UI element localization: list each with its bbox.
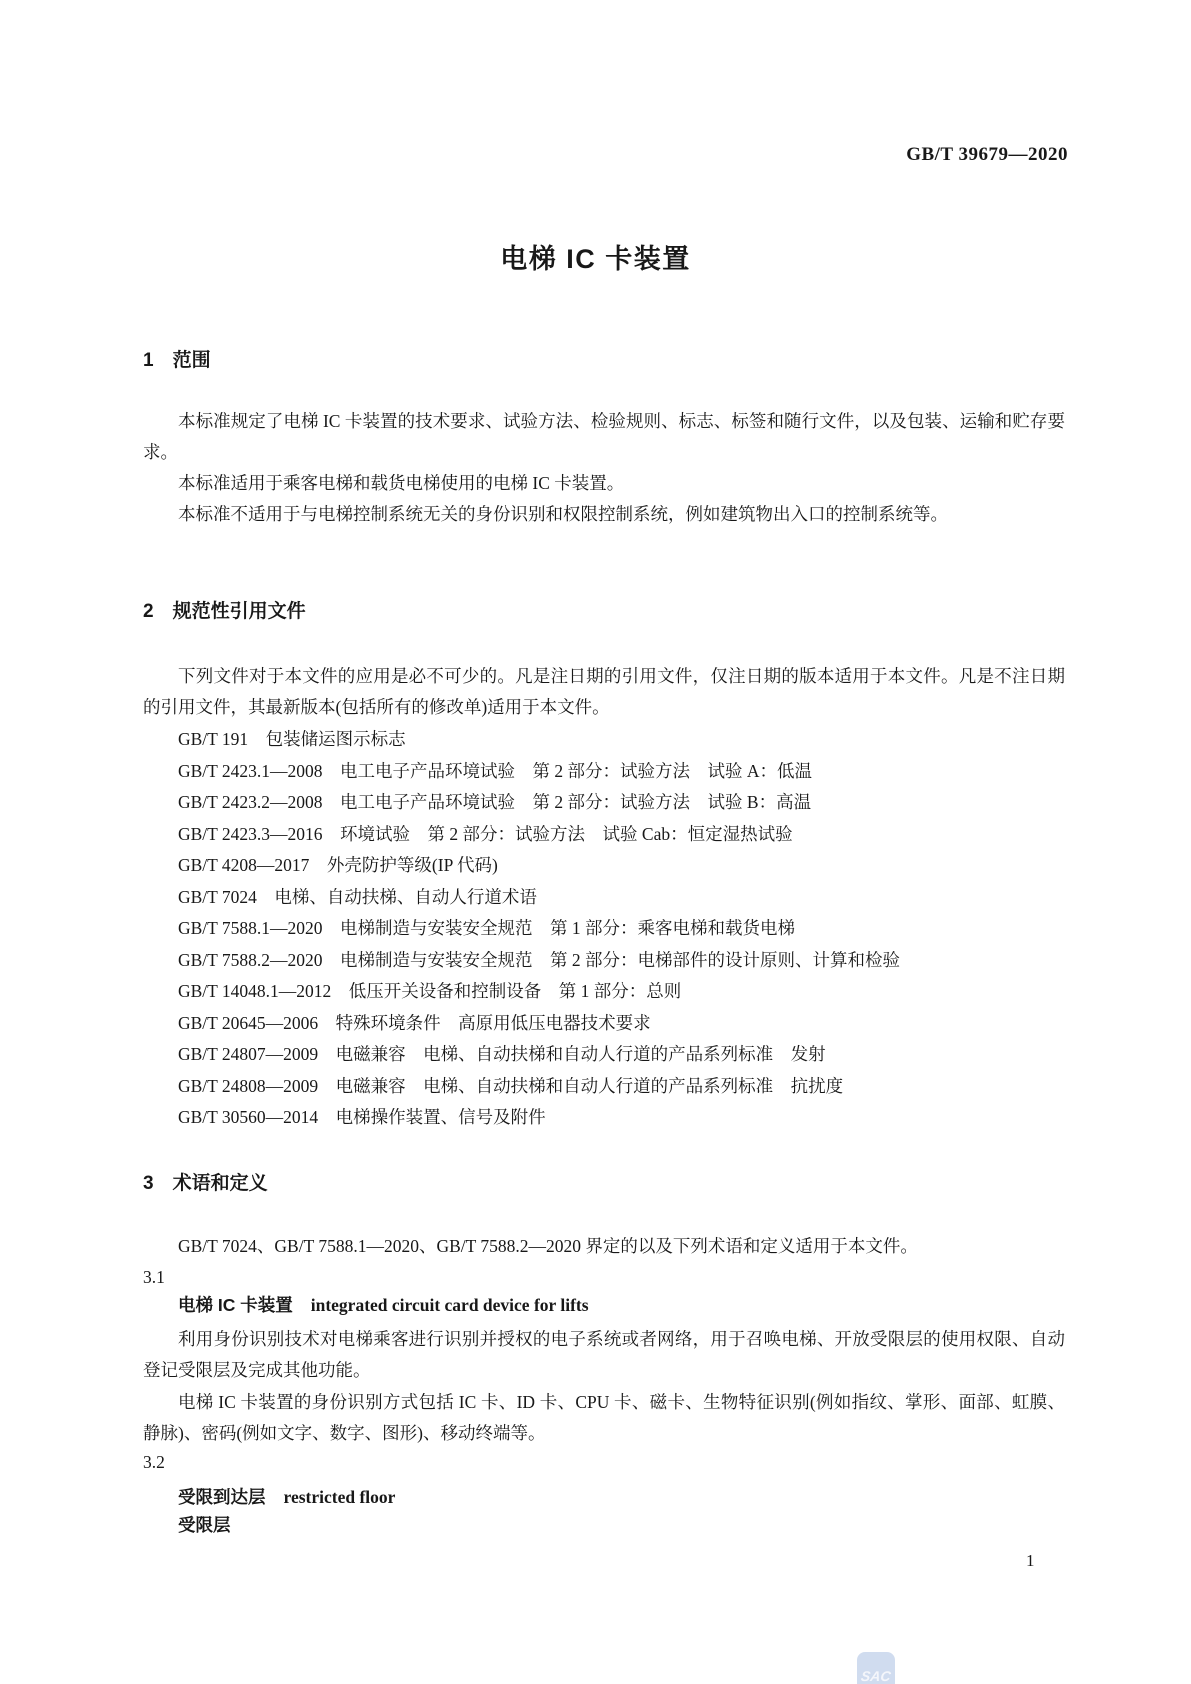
reference-item: GB/T 2423.3—2016 环境试验 第 2 部分：试验方法 试验 Cab：恒定湿热试验	[178, 823, 793, 844]
reference-item: GB/T 7588.2—2020 电梯制造与安装安全规范 第 2 部分：电梯部件的设计原则、计算和检验	[178, 949, 901, 970]
term-3-1-title	[178, 1290, 589, 1322]
term-3-1-en: integrated circuit card device for lifts	[310, 1295, 589, 1315]
reference-item: GB/T 2423.1—2008 电工电子产品环境试验 第 2 部分：试验方法 试验 A：低温	[178, 760, 813, 781]
section-3-heading: 3 术语和定义	[143, 1173, 268, 1194]
scope-paragraph-1: 本标准规定了电梯 IC 卡装置的技术要求、试验方法、检验规则、标志、标签和随行文件，以及包装、运输和贮存要求。	[143, 411, 1065, 462]
document-title: 电梯 IC 卡装置	[500, 244, 691, 274]
section-3-intro	[143, 1231, 1065, 1262]
term-3-1-zh: 电梯 IC 卡装置	[178, 1295, 293, 1315]
page-number: 1	[1026, 1551, 1035, 1570]
term-3-2-en: restricted floor	[283, 1487, 396, 1507]
section-1-body	[143, 406, 1065, 530]
sac-watermark-text: SAC	[860, 1668, 892, 1684]
reference-item: GB/T 20645—2006 特殊环境条件 高原用低压电器技术要求	[178, 1012, 651, 1033]
reference-item: GB/T 7024 电梯、自动扶梯、自动人行道术语	[178, 886, 537, 907]
normative-intro-paragraph: 下列文件对于本文件的应用是必不可少的。凡是注日期的引用文件，仅注日期的版本适用于本文件。凡是不注日期的引用文件，其最新版本(包括所有的修改单)适用于本文件。	[143, 666, 1065, 717]
scope-paragraph-3: 本标准不适用于与电梯控制系统无关的身份识别和权限控制系统，例如建筑物出入口的控制系统等。	[178, 504, 948, 524]
normative-references-list	[143, 724, 1065, 1134]
term-3-1-definition: 利用身份识别技术对电梯乘客进行识别并授权的电子系统或者网络，用于召唤电梯、开放受限层的使用权限、自动登记受限层及完成其他功能。	[143, 1329, 1065, 1380]
scope-paragraph-2: 本标准适用于乘客电梯和载货电梯使用的电梯 IC 卡装置。	[178, 473, 625, 493]
reference-item: GB/T 7588.1—2020 电梯制造与安装安全规范 第 1 部分：乘客电梯和载货电梯	[178, 918, 796, 938]
reference-item: GB/T 2423.2—2008 电工电子产品环境试验 第 2 部分：试验方法 试验 B：高温	[178, 792, 812, 812]
standard-number: GB/T 39679—2020	[906, 144, 1068, 165]
reference-item: GB/T 24807—2009 电磁兼容 电梯、自动扶梯和自动人行道的产品系列标准 发射	[178, 1044, 826, 1064]
sac-watermark	[857, 1652, 895, 1684]
term-3-1-number: 3.1	[143, 1267, 165, 1287]
term-3-1-definition-block	[143, 1324, 1065, 1386]
section-1-heading: 1 范围	[143, 350, 211, 371]
term-3-1-note-block	[143, 1387, 1065, 1449]
section-2-intro	[143, 661, 1065, 723]
reference-item: GB/T 191 包装储运图示标志	[178, 729, 406, 749]
term-3-1-note: 电梯 IC 卡装置的身份识别方式包括 IC 卡、ID 卡、CPU 卡、磁卡、生物特征识别(例如指纹、掌形、面部、虹膜、静脉)、密码(例如文字、数字、图形)、移动终端等。	[143, 1392, 1065, 1443]
term-3-2-number: 3.2	[143, 1452, 165, 1472]
section-2-heading: 2 规范性引用文件	[143, 601, 306, 622]
reference-item: GB/T 24808—2009 电磁兼容 电梯、自动扶梯和自动人行道的产品系列标准 抗扰度	[178, 1075, 844, 1096]
reference-item: GB/T 4208—2017 外壳防护等级(IP 代码)	[178, 855, 498, 875]
terms-intro-paragraph: GB/T 7024、GB/T 7588.1—2020、GB/T 7588.2—2020 界定的以及下列术语和定义适用于本文件。	[178, 1236, 918, 1256]
reference-item: GB/T 14048.1—2012 低压开关设备和控制设备 第 1 部分：总则	[178, 981, 682, 1001]
term-3-2-zh: 受限到达层	[178, 1487, 266, 1507]
reference-item: GB/T 30560—2014 电梯操作装置、信号及附件	[178, 1107, 546, 1127]
term-3-2-alias: 受限层	[178, 1515, 231, 1535]
